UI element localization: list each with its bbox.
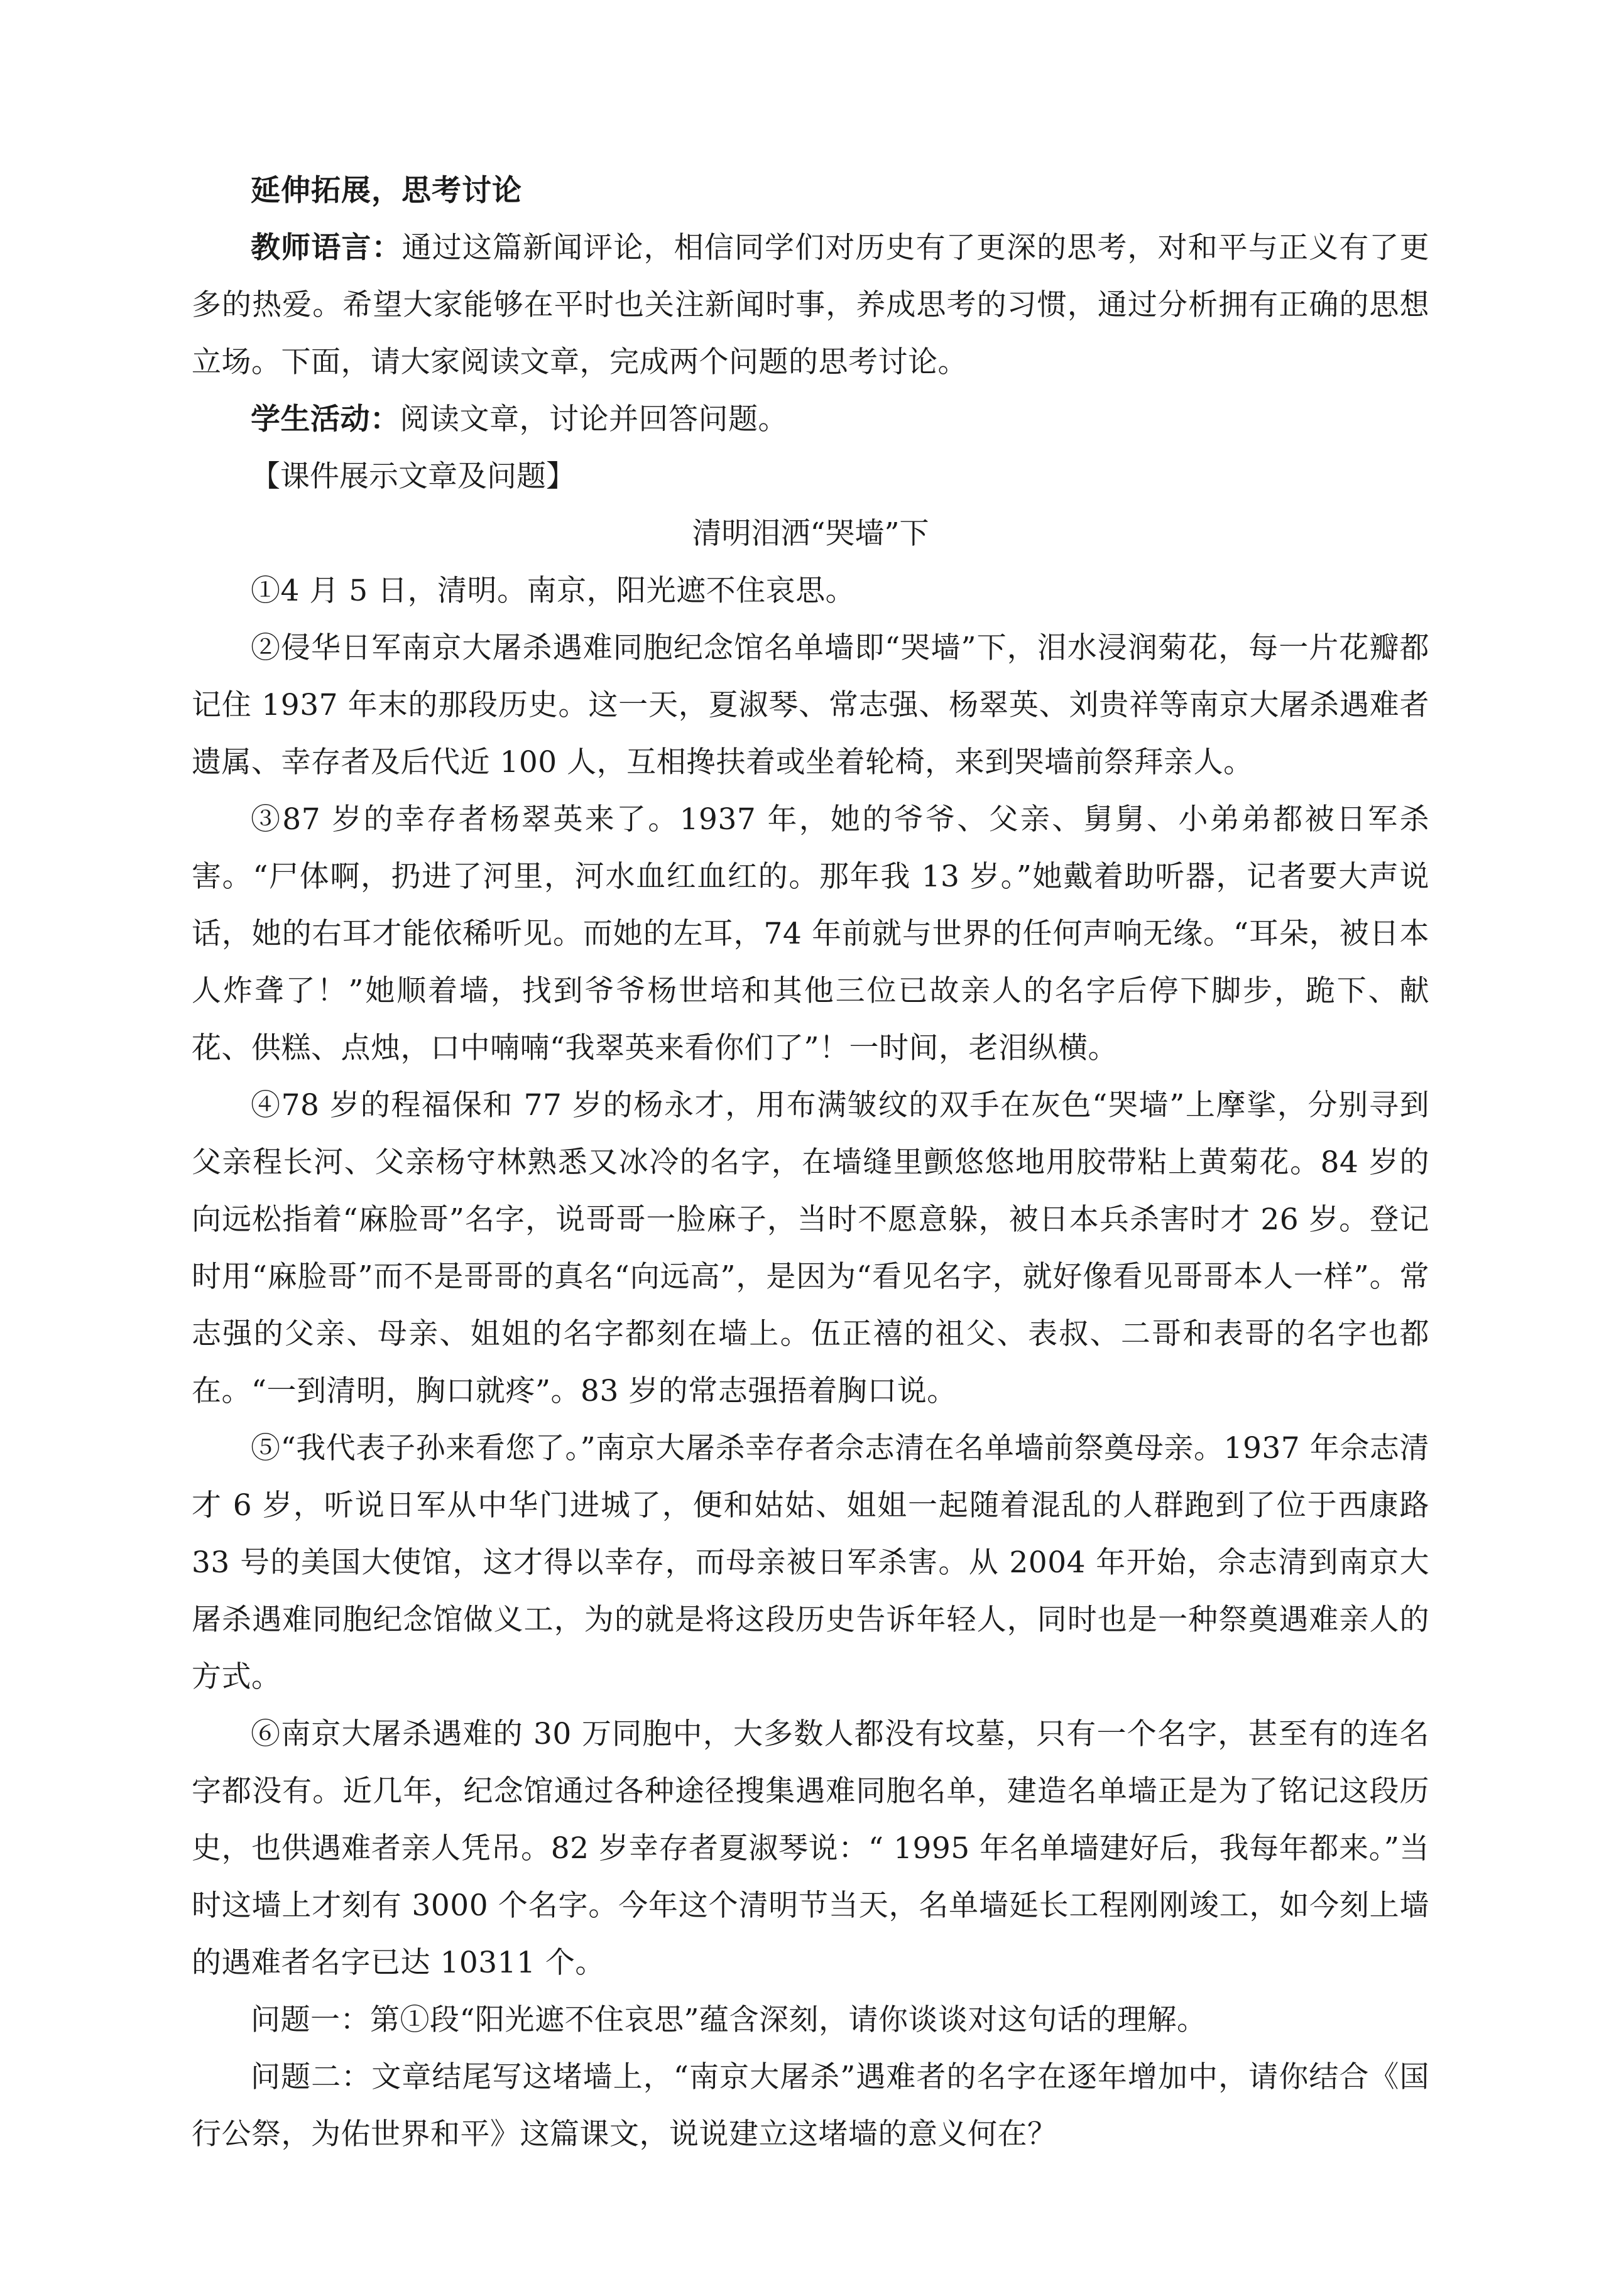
student-paragraph [192,391,1429,448]
article-paragraph: ②侵华日军南京大屠杀遇难同胞纪念馆名单墙即“哭墙”下，泪水浸润菊花，每一片花瓣都记住 1937 年末的那段历史。这一天，夏淑琴、常志强、杨翠英、刘贵祥等南京大屠杀遇难者遗属、幸存者及后代近 100 人，互相搀扶着或坐着轮椅，来到哭墙前祭拜亲人。 [192,631,1429,780]
teacher-label: 教师语言： [251,231,402,265]
student-text: 阅读文章，讨论并回答问题。 [400,402,788,437]
question-two: 问题二：文章结尾写这堵墙上，“南京大屠杀”遇难者的名字在逐年增加中，请你结合《国行公祭，为佑世界和平》这篇课文，说说建立这堵墙的意义何在？ [192,2060,1429,2152]
question-one: 问题一：第①段“阳光遮不住哀思”蕴含深刻，请你谈谈对这句话的理解。 [251,2003,1207,2037]
article-title: 清明泪洒“哭墙”下 [692,516,929,551]
article-paragraph: ④78 岁的程福保和 77 岁的杨永才，用布满皱纹的双手在灰色“哭墙”上摩挲，分别寻到父亲程长河、父亲杨守林熟悉又冰冷的名字，在墙缝里颤悠悠地用胶带粘上黄菊花。84 岁的向远松指着“麻脸哥”名字，说哥哥一脸麻子，当时不愿意躲，被日本兵杀害时才 26 岁。登记时用“麻脸哥”而不是哥哥的真名“向远高”，是因为“看见名字，就好像看见哥哥本人一样”。常志强的父亲、母亲、姐姐的名字都刻在墙上。伍正禧的祖父、表叔、二哥和表哥的名字也都在。“一到清明，胸口就疼”。83 岁的常志强捂着胸口说。 [192,1088,1429,1408]
section-heading: 延伸拓展，思考讨论 [251,173,522,208]
article-paragraph: ⑤“我代表子孙来看您了。”南京大屠杀幸存者佘志清在名单墙前祭奠母亲。1937 年佘志清才 6 岁，听说日军从中华门进城了，便和姑姑、姐姐一起随着混乱的人群跑到了位于西康路 33 号的美国大使馆，这才得以幸存，而母亲被日军杀害。从 2004 年开始，佘志清到南京大屠杀遇难同胞纪念馆做义工，为的就是将这段历史告诉年轻人，同时也是一种祭奠遇难亲人的方式。 [192,1431,1429,1694]
courseware-note: 【课件展示文章及问题】 [251,459,576,494]
teacher-text: 通过这篇新闻评论，相信同学们对历史有了更深的思考，对和平与正义有了更多的热爱。希望大家能够在平时也关注新闻时事，养成思考的习惯，通过分析拥有正确的思想立场。下面，请大家阅读文章，完成两个问题的思考讨论。 [192,231,1429,379]
teacher-paragraph [192,219,1429,391]
student-label: 学生活动： [251,402,400,437]
article-paragraph: ③87 岁的幸存者杨翠英来了。1937 年，她的爷爷、父亲、舅舅、小弟弟都被日军杀害。“尸体啊，扔进了河里，河水血红血红的。那年我 13 岁。”她戴着助听器，记者要大声说话，她的右耳才能依稀听见。而她的左耳，74 年前就与世界的任何声响无缘。“耳朵，被日本人炸聋了！”她顺着墙，找到爷爷杨世培和其他三位已故亲人的名字后停下脚步，跪下、献花、供糕、点烛，口中喃喃“我翠英来看你们了”！一时间，老泪纵横。 [192,802,1429,1065]
article-paragraph: ①4 月 5 日，清明。南京，阳光遮不住哀思。 [251,574,856,608]
article-paragraph: ⑥南京大屠杀遇难的 30 万同胞中，大多数人都没有坟墓，只有一个名字，甚至有的连名字都没有。近几年，纪念馆通过各种途径搜集遇难同胞名单，建造名单墙正是为了铭记这段历史，也供遇难者亲人凭吊。82 岁幸存者夏淑琴说：“ 1995 年名单墙建好后，我每年都来。”当时这墙上才刻有 3000 个名字。今年这个清明节当天，名单墙延长工程刚刚竣工，如今刻上墙的遇难者名字已达 10311 个。 [192,1717,1429,1980]
